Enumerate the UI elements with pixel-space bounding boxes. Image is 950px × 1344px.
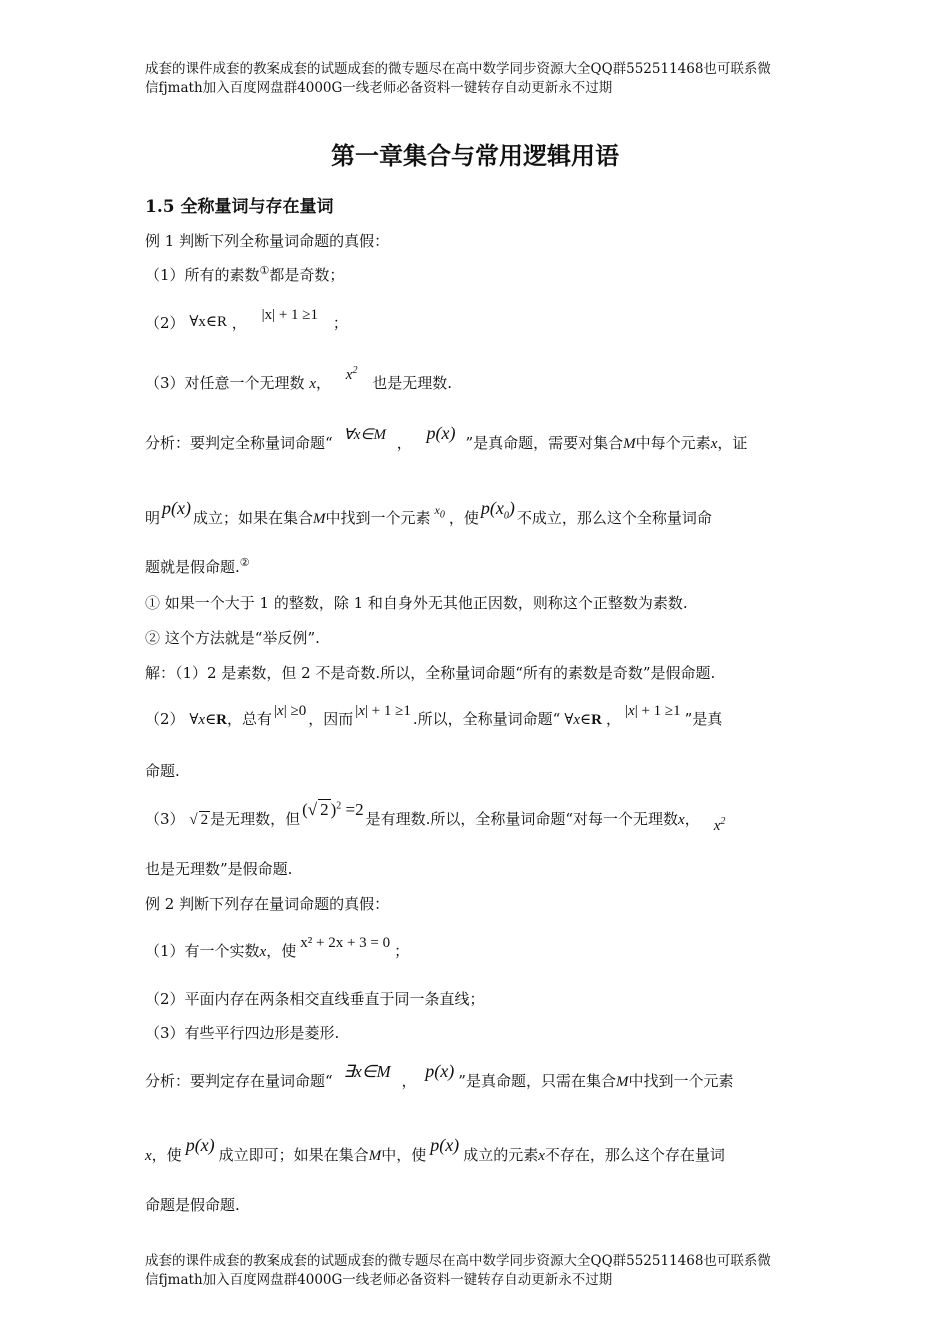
example2-item1-text-2: ，使 [266, 942, 297, 960]
example1-item2: （2） ∀x∈R ， |x| + 1 ≥1 ； [145, 307, 348, 332]
example2-analysis-text-2: ”是真命题，只需在集合 [458, 1072, 616, 1090]
example1-item3: （3）对任意一个无理数 x， $x^2$ 也是无理数. [145, 365, 453, 392]
example1-item1-text-end: 都是奇数； [269, 266, 345, 284]
solution-3: （3） √ 2 是无理数，但 (√ 2 )$^2$ =2 是有理数.所以，全称量词命题“对每一个无理数x， $x^2$ [145, 800, 726, 834]
solution-3-text: 是无理数，但 [210, 810, 301, 828]
solution-2-text: ，总有 [227, 710, 273, 728]
example2-item2: （2）平面内存在两条相交直线垂直于同一条直线； [145, 990, 485, 1008]
header-line-1: 成套的课件成套的教案成套的试题成套的微专题尽在高中数学同步资源大全QQ群552511468也可联系微 [145, 61, 771, 77]
footnote-2: ② 这个方法就是“举反例”. [145, 629, 320, 647]
footnote-ref-2: ② [239, 556, 250, 569]
example2-intro: 例 2 判断下列存在量词命题的真假： [145, 895, 390, 913]
formula-sqrt-2: √ 2 [189, 812, 209, 828]
solution-2-text-3: .所以，全称量词命题“ [412, 710, 561, 728]
example2-analysis-line2: x，使 p(x) 成立即可；如果在集合M中，使 p(x) 成立的元素x不存在，那么这个存在量词 [145, 1135, 725, 1164]
solution-2-end: 命题. [145, 762, 180, 780]
analysis-line2-text-3: 中找到一个元素 [325, 509, 431, 527]
analysis-line2-text-4: ，使 [448, 509, 479, 527]
analysis-text: 分析：要判定全称量词命题“ [145, 434, 333, 452]
formula-abs-x-plus-1-3: |x| + 1 ≥1 [625, 703, 681, 719]
example1-item1 [145, 264, 344, 285]
example2-analysis-line2-text-2: 成立即可；如果在集合 [218, 1146, 369, 1164]
analysis-line2-text-5: 不成立，那么这个全称量词命 [516, 509, 712, 527]
example2-item3: （3）有些平行四边形是菱形. [145, 1024, 340, 1042]
formula-forall-x-in-R-2: ∀x∈R [189, 712, 228, 728]
page-footer [145, 1252, 810, 1290]
formula-x-squared: $x^2$ [345, 365, 358, 383]
solution-1: 解：（1）2 是素数，但 2 不是奇数.所以，全称量词命题“所有的素数是奇数”是假命题. [145, 664, 716, 682]
example1-intro: 例 1 判断下列全称量词命题的真假： [145, 232, 390, 250]
example1-item3-text-end: 也是无理数. [372, 374, 453, 392]
example2-analysis-line2-text-3: 中，使 [381, 1146, 427, 1164]
formula-quadratic: x² + 2x + 3 = 0 [300, 935, 391, 951]
footnote-ref-1: ① [259, 264, 270, 277]
example1-item2-label: （2） [145, 314, 185, 332]
formula-p-x: p(x) [426, 423, 456, 443]
chapter-title: 第一章集合与常用逻辑用语 [331, 141, 619, 170]
example2-analysis-text: 分析：要判定存在量词命题“ [145, 1072, 333, 1090]
analysis-text-2: ”是真命题，需要对集合 [465, 434, 624, 452]
solution-2-label: （2） [145, 710, 185, 728]
footer-line-2: 信fjmath加入百度网盘群4000G一线老师必备资料一键转存自动更新永不过期 [145, 1272, 613, 1288]
analysis-line2-text: 明 [145, 509, 161, 527]
solution-3-text-2: 是有理数.所以，全称量词命题“对每一个无理数 [365, 810, 679, 828]
formula-p-x-5: p(x) [430, 1135, 460, 1155]
example1-item1-text: （1）所有的素数 [145, 266, 260, 284]
analysis-line2-text-2: 成立；如果在集合 [193, 509, 314, 527]
page-header [145, 60, 810, 98]
example1-item3-text: （3）对任意一个无理数 [145, 374, 305, 392]
solution-3-end: 也是无理数”是假命题. [145, 860, 293, 878]
example2-analysis-line2-text-5: 不存在，那么这个存在量词 [544, 1146, 725, 1164]
solution-2: （2） ∀x∈R，总有 |x| ≥0 ，因而 |x| + 1 ≥1 .所以，全称量词命题“ ∀x∈R ， |x| + 1 ≥1 ”是真 [145, 703, 723, 728]
formula-sqrt2-squared: (√ 2 )$^2$ =2 [302, 800, 364, 819]
formula-abs-x-plus-1: |x| + 1 ≥1 [261, 307, 319, 323]
example2-analysis-line2-text-4: 成立的元素 [463, 1146, 539, 1164]
solution-2-text-2: ，因而 [308, 710, 354, 728]
solution-3-label: （3） [145, 810, 185, 828]
footnote-1: ① 如果一个大于 1 的整数，除 1 和自身外无其他正因数，则称这个正整数为素数. [145, 594, 688, 612]
example1-analysis-line3 [145, 556, 250, 577]
formula-p-x-2: p(x) [162, 498, 191, 518]
example2-analysis-line1: 分析：要判定存在量词命题“ ∃x∈M ， p(x) ”是真命题，只需在集合M中找到一个元素 [145, 1061, 734, 1090]
analysis-text-3: 中每个元素 [635, 434, 711, 452]
header-line-2: 信fjmath加入百度网盘群4000G一线老师必备资料一键转存自动更新永不过期 [145, 80, 613, 96]
analysis-line3-text: 题就是假命题. [145, 558, 240, 576]
example1-analysis-line2: 明 p(x) 成立；如果在集合M中找到一个元素 $x_0$ ，使 $p(x_0)$ 不成立，那么这个全称量词命 [145, 498, 712, 527]
example2-item1-text: （1）有一个实数 [145, 942, 260, 960]
formula-abs-x-plus-1-2: |x| + 1 ≥1 [355, 703, 411, 719]
formula-exists-x-in-M: ∃x∈M [343, 1062, 391, 1081]
section-title: 1.5 全称量词与存在量词 [145, 197, 334, 217]
example2-item1: （1）有一个实数x，使 x² + 2x + 3 = 0 ； [145, 935, 410, 960]
example2-analysis-line2-text: ，使 [151, 1146, 182, 1164]
footer-line-1: 成套的课件成套的教案成套的试题成套的微专题尽在高中数学同步资源大全QQ群552511468也可联系微 [145, 1253, 771, 1269]
formula-forall-x-in-R-3: ∀x∈R [564, 712, 602, 728]
formula-abs-x-ge-0: |x| ≥0 [274, 703, 307, 719]
formula-forall-x-in-M: ∀x∈M [343, 427, 386, 443]
formula-p-x-4: p(x) [185, 1135, 215, 1155]
example2-analysis-line3: 命题是假命题. [145, 1196, 240, 1214]
formula-x-squared-2: $x^2$ [713, 816, 726, 834]
formula-x0: $x_0$ [434, 503, 445, 521]
formula-p-x-3: p(x) [425, 1061, 455, 1081]
example2-analysis-text-3: 中找到一个元素 [628, 1072, 734, 1090]
solution-2-text-4: ”是真 [684, 710, 723, 728]
analysis-text-4: ，证 [717, 434, 748, 452]
formula-forall-x-in-R: ∀x∈R [189, 314, 227, 330]
formula-p-x0: $p(x_0)$ [480, 498, 515, 522]
example1-analysis-line1: 分析：要判定全称量词命题“ ∀x∈M ， p(x) ”是真命题，需要对集合M中每个元素x，证 [145, 423, 748, 452]
